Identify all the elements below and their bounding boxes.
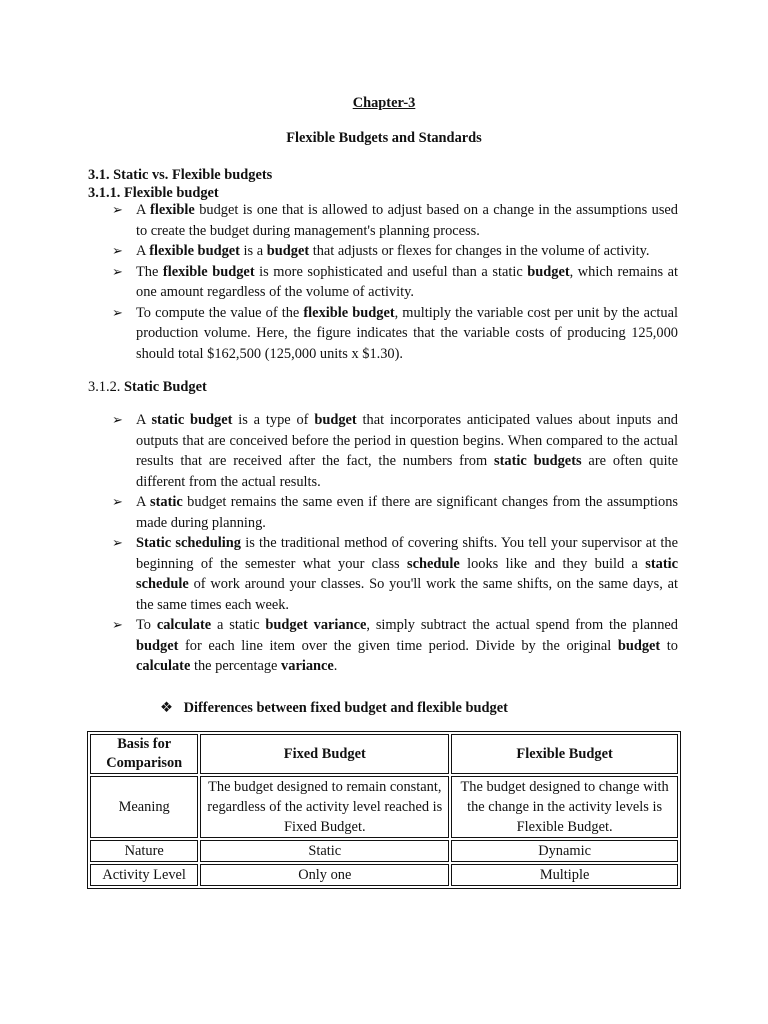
flexible-budget-bullet-list	[88, 200, 678, 364]
section-heading-flexible-budget: 3.1.1. Flexible budget	[88, 185, 219, 201]
bold-text: budget	[314, 412, 357, 428]
bullet-item	[88, 615, 678, 677]
text-run: , multiply the variable cost per unit by the actual production volume. Here, the figure indicates that the variable costs of producing 125,000 should total $162,500 (125,000 units x $1.30).	[136, 304, 678, 362]
bullet-item	[88, 533, 678, 615]
differences-heading	[160, 698, 508, 719]
text-run: is more sophisticated and useful than a static	[254, 263, 528, 280]
bold-text: calculate	[136, 658, 191, 674]
chapter-title: Flexible Budgets and Standards	[286, 130, 482, 146]
table-header-row	[90, 734, 678, 774]
bold-text: flexible budget	[162, 263, 255, 280]
bold-text: budget	[617, 637, 661, 654]
bullet-item	[88, 410, 678, 492]
bold-text: static budget	[151, 412, 233, 428]
comparison-table	[87, 731, 681, 889]
diamond-bullet-icon: ❖	[160, 700, 173, 716]
differences-heading-text: Differences between fixed budget and flexible budget	[183, 700, 508, 716]
text-run: budget remains the same even if there are significant changes from the assumptions made during planning.	[136, 494, 678, 531]
text-run: the percentage	[190, 658, 282, 674]
text-run: , simply subtract the actual spend from the planned	[366, 617, 678, 633]
table-cell: Activity Level	[90, 864, 198, 886]
bullet-item	[88, 262, 678, 303]
section-number: 3.1.2.	[88, 379, 121, 395]
text-run: are often quite different from the actual results.	[136, 453, 679, 490]
bold-text: Static scheduling	[136, 535, 241, 551]
bullet-item	[88, 241, 678, 262]
bullet-item	[88, 492, 678, 533]
arrow-bullet-icon: ➢	[112, 202, 123, 217]
table-header-cell: Basis for Comparison	[90, 734, 198, 774]
text-run: The	[136, 263, 163, 280]
text-run: budget is one that is allowed to adjust based on a change in the assumptions used to create the budget during management's planning process.	[136, 202, 678, 239]
table-row	[90, 776, 678, 838]
text-run: is the traditional method of covering shifts. You tell your supervisor at the beginning of the semester what your class	[136, 535, 678, 572]
text-run: A	[136, 243, 150, 259]
bullet-item	[88, 303, 678, 365]
bold-text: flexible budget	[149, 243, 240, 259]
text-run: to	[660, 637, 678, 654]
bold-text: calculate	[156, 617, 212, 633]
arrow-bullet-icon: ➢	[112, 412, 123, 427]
text-run: that incorporates anticipated values about inputs and outputs that are conceived before the period in question begins. When compared to the actual results that are received after the fact, the numbers from	[136, 412, 679, 469]
text-run: of work around your classes. So you'll work the same shifts, on the same days, at the same times each week.	[136, 576, 678, 613]
arrow-bullet-icon: ➢	[112, 304, 123, 320]
text-run: A	[136, 412, 152, 428]
bold-text: static budgets	[494, 453, 582, 469]
arrow-bullet-icon: ➢	[112, 263, 123, 279]
arrow-bullet-icon: ➢	[112, 617, 123, 632]
bold-text: flexible	[150, 202, 195, 218]
bold-text: budget	[136, 637, 179, 654]
arrow-bullet-icon: ➢	[112, 494, 123, 509]
table-cell: Static	[200, 840, 449, 862]
bold-text: schedule	[406, 555, 460, 572]
bold-text: static schedule	[136, 555, 678, 592]
table-header-cell: Fixed Budget	[200, 734, 449, 774]
text-run: A	[136, 202, 151, 218]
bullet-item	[88, 200, 678, 241]
text-run: for each line item over the given time period. Divide by the original	[178, 637, 618, 654]
text-run: .	[333, 658, 338, 674]
bold-text: static	[150, 494, 183, 510]
table-cell: Nature	[90, 840, 198, 862]
table-cell: Multiple	[451, 864, 678, 886]
arrow-bullet-icon: ➢	[112, 535, 123, 550]
text-run: To compute the value of the	[136, 304, 304, 321]
text-run: that adjusts or flexes for changes in the volume of activity.	[309, 243, 650, 259]
bold-text: budget variance	[265, 617, 367, 633]
section-heading-static-vs-flexible: 3.1. Static vs. Flexible budgets	[88, 167, 273, 183]
text-run: To	[136, 617, 157, 633]
bold-text: flexible budget	[303, 304, 395, 321]
table-cell: Meaning	[90, 776, 198, 838]
table-cell: The budget designed to change with the change in the activity levels is Flexible Budget.	[451, 776, 678, 838]
text-run: is a	[239, 243, 267, 259]
text-run: a static	[211, 617, 266, 633]
bold-text: budget	[527, 263, 570, 280]
table-cell: The budget designed to remain constant, regardless of the activity level reached is Fixed Budget.	[200, 776, 449, 838]
text-run: , which remains at one amount regardless of the volume of activity.	[136, 263, 678, 300]
bold-text: variance	[281, 658, 334, 674]
chapter-heading: Chapter-3	[352, 95, 416, 111]
text-run: is a type of	[232, 412, 315, 428]
arrow-bullet-icon: ➢	[112, 243, 123, 258]
section-heading-static-budget	[88, 377, 207, 398]
section-label: Static Budget	[124, 379, 207, 395]
table-header-cell: Flexible Budget	[451, 734, 678, 774]
text-run: A	[136, 494, 151, 510]
bold-text: budget	[266, 243, 310, 259]
table-cell: Only one	[200, 864, 449, 886]
text-run: looks like and they build a	[459, 555, 646, 572]
static-budget-bullet-list	[88, 410, 678, 677]
table-cell: Dynamic	[451, 840, 678, 862]
table-row	[90, 840, 678, 862]
table-row	[90, 864, 678, 886]
